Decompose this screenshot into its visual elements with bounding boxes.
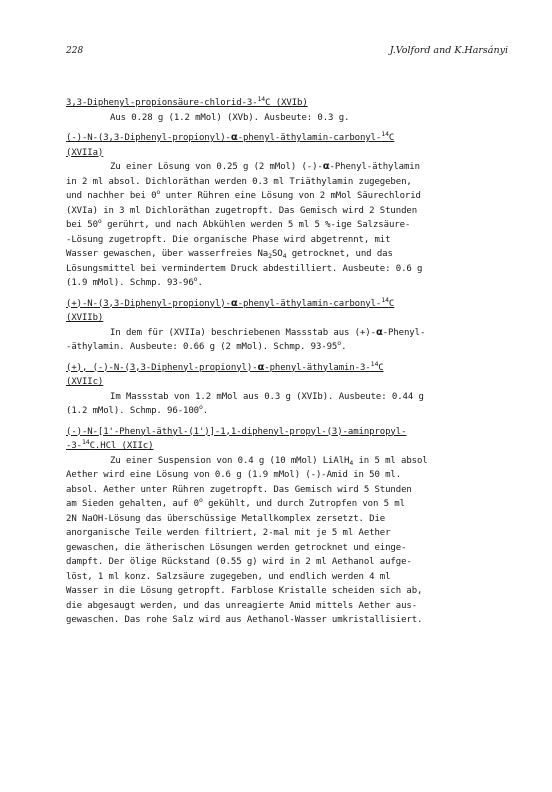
paragraph-line: Lösungsmittel bei vermindertem Druck abdestilliert. Ausbeute: 0.6 g xyxy=(66,263,423,274)
paragraph-line: Zu einer Suspension von 0.4 g (10 mMol) LiAlH$_4$ in 5 ml absol xyxy=(110,455,428,467)
paragraph-line: löst, 1 ml konz. Salzsäure zugegeben, und endlich werden 4 ml xyxy=(66,571,391,582)
paragraph-line: gewaschen, die ätherischen Lösungen werden getrocknet und einge- xyxy=(66,542,407,553)
document-body xyxy=(66,96,506,628)
paragraph-line: -Lösung zugetropft. Die organische Phase wird abgetrennt, mit xyxy=(66,234,391,245)
page-number: 228 xyxy=(66,46,84,56)
paragraph-line: Aether wird eine Lösung von 0.6 g (1.9 mMol) (-)-Amid in 50 ml. xyxy=(66,470,402,480)
paragraph-line: absol. Aether unter Rühren zugetropft. Das Gemisch wird 5 Stunden xyxy=(66,484,412,495)
running-head: J.Volford and K.Harsányi xyxy=(389,45,508,56)
paragraph-line: Wasser gewaschen, über wasserfreies $Na_2SO_4$ getrocknet, und das xyxy=(66,249,393,260)
section-heading-xviic: (+), (-)-N-(3,3-Diphenyl-propionyl)-α-phenyl-äthylamin-3-$^{14}$C (XVIIc) xyxy=(66,359,384,387)
section-heading-xviib: (+)-N-(3,3-Diphenyl-propionyl)-α-phenyl-äthylamin-carbonyl-$^{14}$C (XVIIb) xyxy=(66,295,395,323)
paragraph-line: dampft. Der ölige Rückstand (0.55 g) wird in 2 ml Aethanol aufge- xyxy=(66,557,412,567)
section-body-xviic xyxy=(66,390,506,419)
paragraph-line: (XVIa) in 3 ml Dichloräthan zugetropft. Das Gemisch wird 2 Stunden xyxy=(66,205,418,216)
paragraph-line: 2N NaOH-Lösung das überschüssige Metallkomplex zersetzt. Die xyxy=(66,513,386,524)
section-heading-xviia: (-)-N-(3,3-Diphenyl-propionyl)-α-phenyl-äthylamin-carbonyl-$^{14}$C (XVIIa) xyxy=(66,130,395,158)
section-body-xviia xyxy=(66,160,506,291)
section-body-xiic xyxy=(66,454,506,628)
paragraph-line: bei 50$^o$ gerührt, und nach Abkühlen werden 5 ml 5 %-ige Salzsäure- xyxy=(66,217,411,230)
paragraph-line: (1.2 mMol). Schmp. 96-100$^o$. xyxy=(66,403,209,416)
paragraph-line: In dem für (XVIIa) beschriebenen Massstab aus (+)-α-Phenyl- xyxy=(110,326,426,338)
paragraph-line: Wasser in die Lösung getropft. Farblose Kristalle scheiden sich ab, xyxy=(66,586,423,596)
paragraph-line: Aus 0.28 g (1.2 mMol) (XVb). Ausbeute: 0.3 g. xyxy=(110,112,350,123)
section-heading-xiic: (-)-N-[1'-Phenyl-äthyl-(1')]-1,1-diphenyl-propyl-(3)-aminpropyl- -3-$^{14}$C.HCl (XIIc) xyxy=(66,426,407,451)
paragraph-line: in 2 ml absol. Dichloräthan werden 0.3 ml Triäthylamin zugegeben, xyxy=(66,176,412,187)
paragraph-line: am Sieden gehalten, auf 0$^o$ gekühlt, und durch Zutropfen von 5 ml xyxy=(66,496,405,509)
paragraph-line: gewaschen. Das rohe Salz wird aus Aethanol-Wasser umkristallisiert. xyxy=(66,615,423,625)
section-body-xviib xyxy=(66,326,506,355)
paragraph-line: anorganische Teile werden filtriert, 2-mal mit je 5 ml Aether xyxy=(66,528,391,538)
paragraph-line: Zu einer Lösung von 0.25 g (2 mMol) (-)-α-Phenyl-äthylamin xyxy=(110,161,420,172)
section-body-xvib xyxy=(66,111,506,126)
paragraph-line: -äthylamin. Ausbeute: 0.66 g (2 mMol). Schmp. 93-95$^o$. xyxy=(66,339,347,352)
paragraph-line: die abgesaugt werden, und das unreagierte Amid mittels Aether aus- xyxy=(66,600,418,611)
paragraph-line: (1.9 mMol). Schmp. 93-96$^o$. xyxy=(66,275,203,288)
paragraph-line: und nachher bei 0$^o$ unter Rühren eine Lösung von 2 mMol Säurechlorid xyxy=(66,188,421,201)
section-heading-xvib: 3,3-Diphenyl-propionsäure-chlorid-3-$^{14}$C (XVIb) xyxy=(66,95,308,108)
paragraph-line: Im Massstab von 1.2 mMol aus 0.3 g (XVIb). Ausbeute: 0.44 g xyxy=(110,391,424,402)
